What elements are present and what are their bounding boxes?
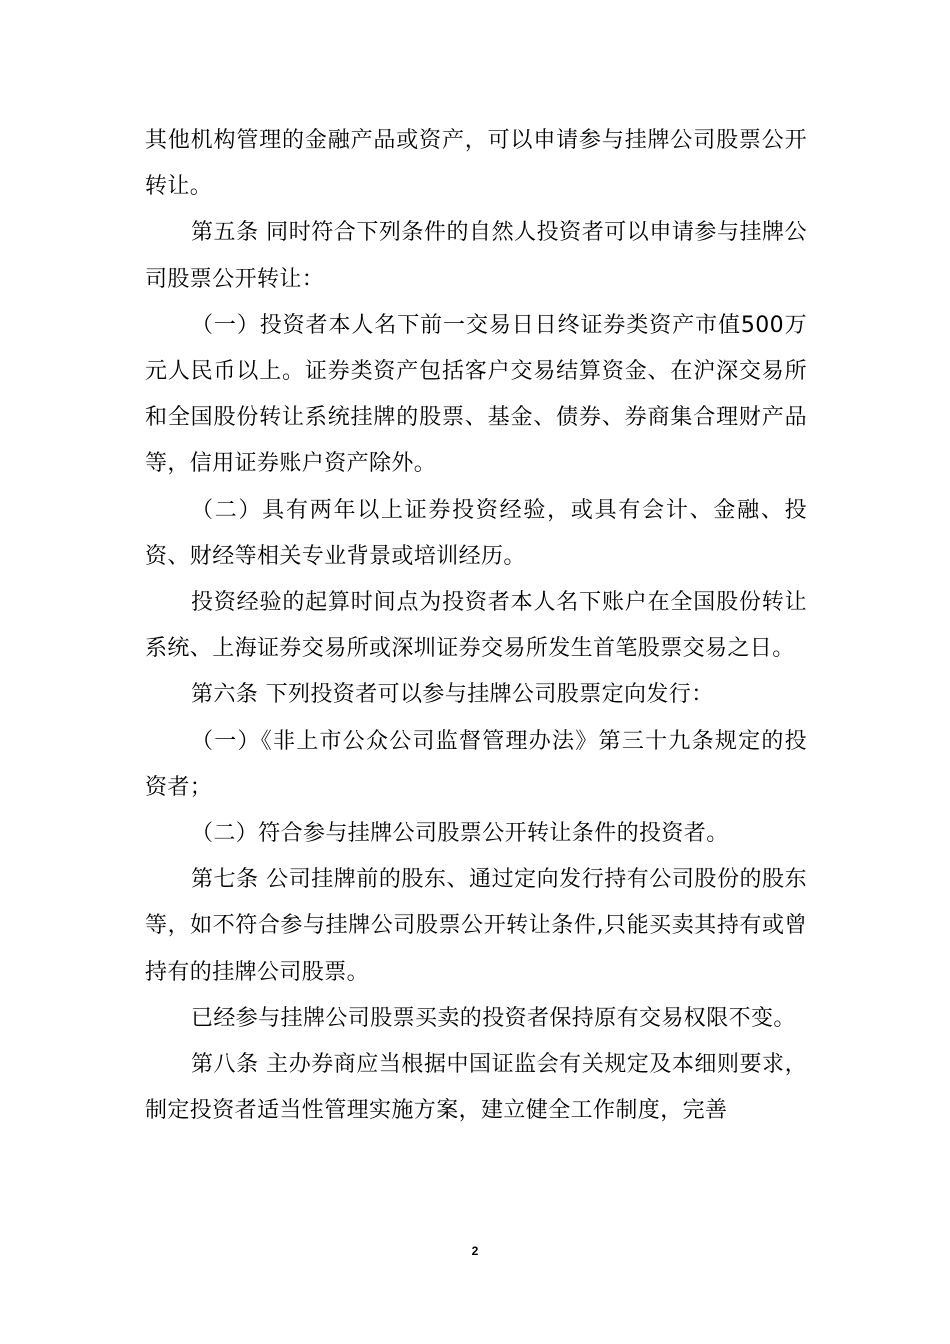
paragraph-article-6-item-1: （一）《非上市公众公司监督管理办法》第三十九条规定的投资者； <box>145 728 807 800</box>
paragraph-existing-investors: 已经参与挂牌公司股票买卖的投资者保持原有交易权限不变。 <box>191 1005 796 1031</box>
paragraph-article-6-item-2: （二）符合参与挂牌公司股票公开转让条件的投资者。 <box>191 821 729 847</box>
paragraph-article-6: 第六条 下列投资者可以参与挂牌公司股票定向发行： <box>191 682 714 708</box>
paragraph-article-5-item-2: （二）具有两年以上证券投资经验，或具有会计、金融、投资、财经等相关专业背景或培训经历。 <box>145 497 807 569</box>
paragraph-article-8: 第八条 主办券商应当根据中国证监会有关规定及本细则要求，制定投资者适当性管理实施方案，建立健全工作制度，完善 <box>145 1052 807 1124</box>
page-number: 2 <box>471 1244 479 1258</box>
paragraph-investment-experience: 投资经验的起算时间点为投资者本人名下账户在全国股份转让系统、上海证券交易所或深圳证券交易所发生首笔股票交易之日。 <box>145 590 807 662</box>
paragraph-article-5-item-1: （一）投资者本人名下前一交易日日终证券类资产市值500万元人民币以上。证券类资产包括客户交易结算资金、在沪深交易所和全国股份转让系统挂牌的股票、基金、债券、券商集合理财产品等，信用证券账户资产除外。 <box>145 312 807 477</box>
paragraph-article-7: 第七条 公司挂牌前的股东、通过定向发行持有公司股份的股东等，如不符合参与挂牌公司股票公开转让条件,只能买卖其持有或曾持有的挂牌公司股票。 <box>145 867 807 985</box>
paragraph-article-5: 第五条 同时符合下列条件的自然人投资者可以申请参与挂牌公司股票公开转让： <box>145 220 807 292</box>
paragraph-continuation: 其他机构管理的金融产品或资产，可以申请参与挂牌公司股票公开转让。 <box>145 128 807 200</box>
document-body <box>145 118 807 1134</box>
